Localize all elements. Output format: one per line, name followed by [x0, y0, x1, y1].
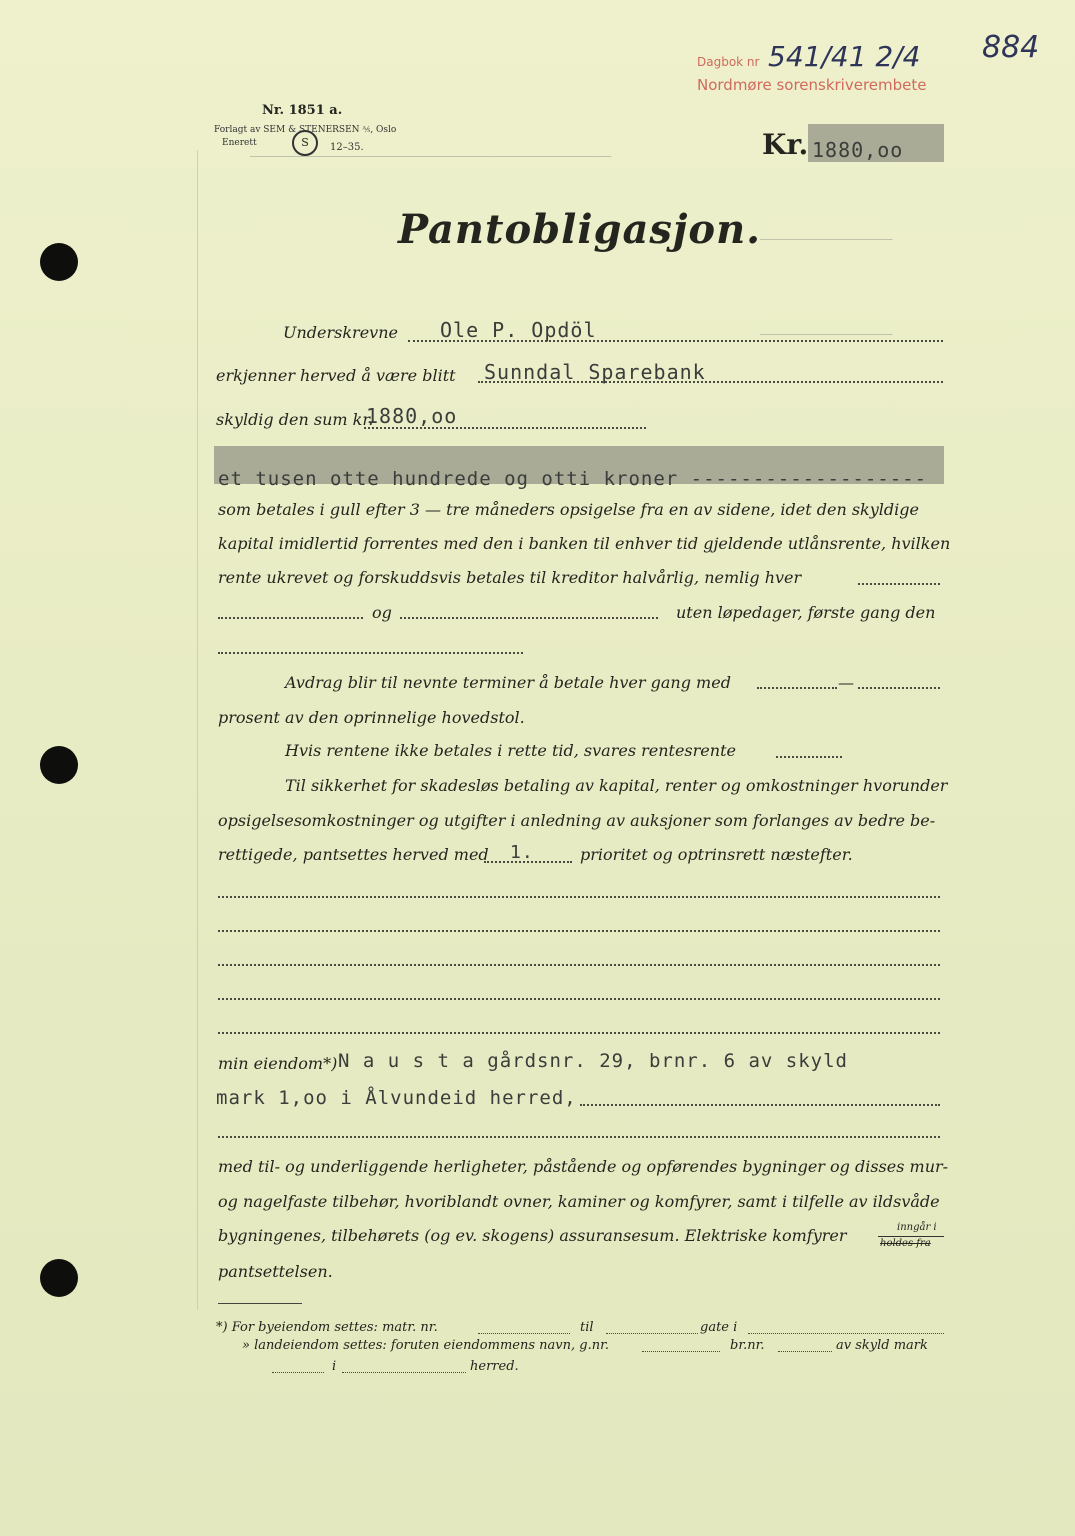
footnote-line-1c: gate i — [700, 1320, 738, 1335]
office-stamp: Nordmøre sorenskriverembete — [697, 76, 927, 94]
footnote-line-2b: br.nr. — [730, 1338, 765, 1353]
sikkerhet-line-1: Til sikkerhet for skadesløs betaling av kapital, renter og omkostninger hvorunder — [285, 776, 948, 795]
footnote-line-3a: i — [332, 1359, 337, 1374]
termin-line-3 — [400, 617, 658, 619]
footnote-rule — [218, 1303, 302, 1304]
footnote-dots — [642, 1351, 720, 1352]
bleed-through-text: ──────────────────────────────────────────────────────────── — [250, 152, 612, 163]
avdrag-text: Avdrag blir til nevnte terminer å betale hver gang med — [285, 673, 731, 692]
punch-hole-top — [40, 243, 78, 281]
footnote-line-1b: til — [580, 1320, 594, 1335]
hvis-text: Hvis rentene ikke betales i rette tid, svares rentesrente — [285, 741, 736, 760]
footnote-dots — [342, 1372, 466, 1373]
komfyr-divider — [878, 1236, 944, 1237]
komfyr-option-inngar: inngår i — [897, 1222, 937, 1233]
publisher-logo-icon: S — [292, 130, 318, 156]
amount-label: Kr. — [762, 128, 809, 161]
punch-hole-middle — [40, 746, 78, 784]
footnote-dots — [778, 1351, 832, 1352]
footnote-dots — [748, 1333, 944, 1334]
document-title: Pantobligasjon. — [398, 206, 762, 253]
creditor-value: Sunndal Sparebank — [484, 360, 706, 384]
underskrevne-label: Underskrevne — [283, 323, 398, 342]
footnote-line-2c: av skyld mark — [836, 1338, 928, 1353]
body-line-2: kapital imidlertid forrentes med den i banken til enhver tid gjeldende utlånsrente, hvilken — [218, 534, 951, 553]
first-date-line — [218, 652, 523, 654]
rentesrente-line — [776, 756, 842, 758]
footnote-line-1a: *) For byeiendom settes: matr. nr. — [216, 1320, 438, 1335]
skyldig-value: 1880,oo — [366, 404, 458, 428]
sikkerhet-line-2: opsigelsesomkostninger og utgifter i anledning av auksjoner som forlanges av bedre be- — [218, 811, 936, 830]
underskrevne-value: Ole P. Opdöl — [440, 318, 597, 342]
dagbok-label: Dagbok nr — [697, 55, 760, 69]
prosent-text: prosent av den oprinnelige hovedstol. — [218, 708, 525, 727]
blank-line — [218, 1032, 940, 1034]
bleed-through-text: ────────────────────── — [760, 330, 893, 341]
publisher-enerett: Enerett — [222, 138, 257, 148]
footnote-dots — [606, 1333, 698, 1334]
form-date-code: 12–35. — [330, 142, 364, 153]
eiendom-value-1: N a u s t a gårdsnr. 29, brnr. 6 av skyld — [338, 1050, 848, 1072]
eiendom-line — [580, 1104, 940, 1106]
footnote-line-3b: herred. — [470, 1359, 519, 1374]
footnote-dots — [478, 1333, 570, 1334]
form-number: Nr. 1851 a. — [262, 103, 343, 118]
eiendom-label: min eiendom*) — [218, 1054, 338, 1073]
page-number: 884 — [982, 30, 1040, 65]
sikkerhet-line-3: rettigede, pantsettes herved med — [218, 845, 489, 864]
avdrag-line-2 — [858, 687, 940, 689]
footnote-line-2a: » landeiendom settes: foruten eiendommens navn, g.nr. — [242, 1338, 609, 1353]
sikkerhet-line-3b: prioritet og optrinsrett næstefter. — [580, 845, 853, 864]
amount-words: et tusen otte hundrede og otti kroner ------------------- — [218, 468, 928, 490]
komfyr-option-holdes: holdes fra — [880, 1238, 931, 1249]
blank-line — [218, 998, 940, 1000]
punch-hole-bottom — [40, 1259, 78, 1297]
footnote-dots — [272, 1372, 324, 1373]
margin-rule — [197, 150, 198, 1310]
body-line-4: uten løpedager, første gang den — [676, 603, 936, 622]
body-line-1: som betales i gull efter 3 — tre måneders opsigelse fra en av sidene, idet den skyldige — [218, 500, 919, 519]
avdrag-line-1 — [757, 687, 837, 689]
body-og: og — [372, 603, 392, 622]
body-line-3: rente ukrevet og forskuddsvis betales til kreditor halvårlig, nemlig hver — [218, 568, 802, 587]
med-line-1: med til- og underliggende herligheter, påstående og opførendes bygninger og disses mur- — [218, 1157, 949, 1176]
pantsettelsen-text: pantsettelsen. — [218, 1262, 333, 1281]
med-line-3: bygningenes, tilbehørets (og ev. skogens) assuransesum. Elektriske komfyrer — [218, 1226, 847, 1245]
erkjenner-label: erkjenner herved å være blitt — [216, 366, 456, 385]
blank-line — [218, 964, 940, 966]
bleed-through-text: ────────────────────── — [760, 235, 893, 246]
blank-line — [218, 896, 940, 898]
skyldig-label: skyldig den sum kr. — [216, 410, 374, 429]
blank-line — [218, 1136, 940, 1138]
blank-line — [218, 930, 940, 932]
med-line-2: og nagelfaste tilbehør, hvoriblandt ovner, kaminer og komfyrer, samt i tilfelle av ildsvåde — [218, 1192, 940, 1211]
avdrag-dash: — — [838, 673, 854, 692]
amount-value: 1880,oo — [812, 138, 904, 162]
termin-line-2 — [218, 617, 363, 619]
termin-line-1 — [858, 583, 940, 585]
dagbok-number: 541/41 2/4 — [768, 40, 921, 73]
prioritet-value: 1. — [510, 842, 534, 863]
publisher-line: Forlagt av SEM & STENERSEN ⅍, Oslo — [214, 125, 397, 135]
eiendom-value-2: mark 1,oo i Ålvundeid herred, — [216, 1087, 577, 1109]
